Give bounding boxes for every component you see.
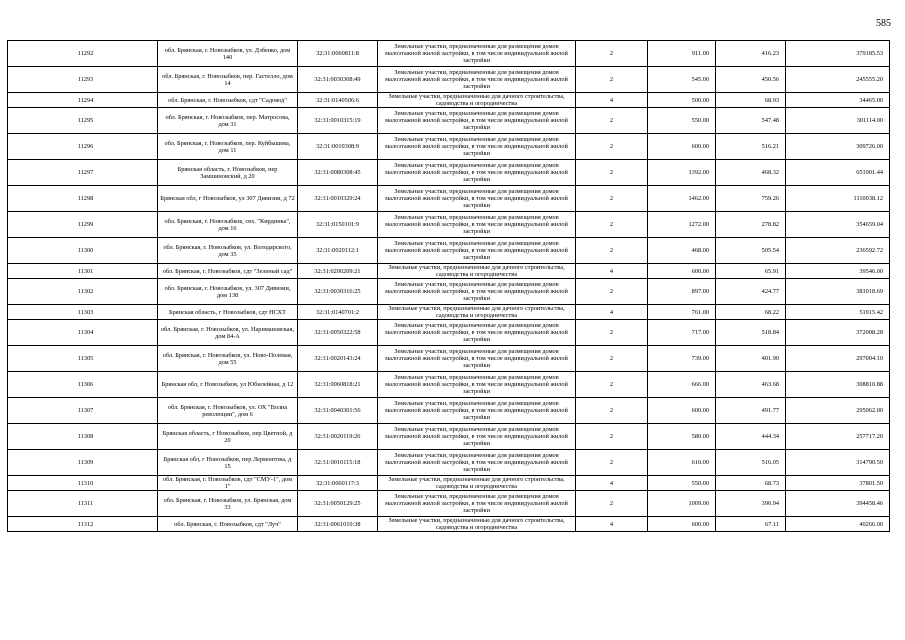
row-number-cell — [8, 491, 158, 517]
group-cell: 2 — [576, 346, 648, 372]
cadastral-value-cell: 40266.00 — [786, 517, 890, 532]
group-cell: 2 — [576, 279, 648, 305]
table-row — [8, 305, 890, 320]
table-row — [8, 491, 890, 517]
address-cell: Брянская область, г Новозыбков, пер Цветной, д 20 — [158, 424, 298, 450]
area-cell: 600.00 — [648, 264, 716, 279]
cadastral-number-cell: 32:31:0060117:3 — [298, 476, 378, 491]
area-cell: 1272.00 — [648, 212, 716, 238]
table-row — [8, 476, 890, 491]
permitted-use-cell: Земельные участки, предназначенные для размещения домов малоэтажной жилой застройки, в том числе индивидуальной жилой застройки — [378, 212, 576, 238]
specific-value-cell: 450.56 — [716, 67, 786, 93]
permitted-use-cell: Земельные участки, предназначенные для размещения домов малоэтажной жилой застройки, в том числе индивидуальной жилой застройки — [378, 134, 576, 160]
cadastral-value-cell: 301114.00 — [786, 108, 890, 134]
row-number-cell — [8, 398, 158, 424]
cadastral-number-cell: 32:31:0150101:9 — [298, 212, 378, 238]
area-cell: 666.00 — [648, 372, 716, 398]
table-row — [8, 186, 890, 212]
cadastral-number-cell: 32:31:0030316:25 — [298, 279, 378, 305]
row-number: 11294 — [77, 96, 94, 104]
group-cell: 2 — [576, 320, 648, 346]
group-cell: 2 — [576, 491, 648, 517]
row-number-cell — [8, 372, 158, 398]
group-cell: 2 — [576, 108, 648, 134]
group-cell: 2 — [576, 160, 648, 186]
table-row — [8, 264, 890, 279]
row-number-cell — [8, 264, 158, 279]
specific-value-cell: 547.48 — [716, 108, 786, 134]
row-number: 11309 — [77, 459, 94, 466]
area-cell: 1392.00 — [648, 160, 716, 186]
cadastral-number-cell: 32:31:0010329:24 — [298, 186, 378, 212]
cadastral-number-cell: 32:31:0060811:8 — [298, 41, 378, 67]
address-cell: обл. Брянская, г. Новозыбков, ул. Наримановская, дом 84-А — [158, 320, 298, 346]
cadastral-number-cell: 32:31:0020112:1 — [298, 238, 378, 264]
address-cell: обл. Брянская, г. Новозыбков, ул. Володарского, дом 35 — [158, 238, 298, 264]
cadastral-number-cell: 32:31:0060818:21 — [298, 372, 378, 398]
row-number-cell — [8, 134, 158, 160]
cadastral-value-cell: 314790.50 — [786, 450, 890, 476]
area-cell: 468.00 — [648, 238, 716, 264]
row-number: 11306 — [77, 381, 94, 388]
table-row — [8, 67, 890, 93]
cadastral-value-cell: 308810.88 — [786, 372, 890, 398]
cadastral-value-cell: 381018.69 — [786, 279, 890, 305]
specific-value-cell: 401.90 — [716, 346, 786, 372]
row-number: 11303 — [77, 308, 94, 316]
address-cell: обл. Брянская, г. Новозыбков, ул. Ново-Полевая, дом 55 — [158, 346, 298, 372]
specific-value-cell: 65.91 — [716, 264, 786, 279]
row-number-cell — [8, 305, 158, 320]
table-row — [8, 160, 890, 186]
cadastral-number-cell: 32:31:0020143:24 — [298, 346, 378, 372]
permitted-use-cell: Земельные участки, предназначенные для размещения домов малоэтажной жилой застройки, в том числе индивидуальной жилой застройки — [378, 346, 576, 372]
area-cell: 545.00 — [648, 67, 716, 93]
specific-value-cell: 759.26 — [716, 186, 786, 212]
address-cell: обл. Брянская, г. Новозыбков, свх. "Кирдинка", дом 16 — [158, 212, 298, 238]
group-cell: 2 — [576, 450, 648, 476]
area-cell: 1009.00 — [648, 491, 716, 517]
table-row — [8, 320, 890, 346]
specific-value-cell: 468.32 — [716, 160, 786, 186]
specific-value-cell: 491.77 — [716, 398, 786, 424]
cadastral-value-cell: 372008.28 — [786, 320, 890, 346]
area-cell: 550.00 — [648, 108, 716, 134]
address-cell: обл. Брянская, г. Новозыбков, сдт "Зеленый сад" — [158, 264, 298, 279]
cadastral-value-cell: 236592.72 — [786, 238, 890, 264]
permitted-use-cell: Земельные участки, предназначенные для размещения домов малоэтажной жилой застройки, в том числе индивидуальной жилой застройки — [378, 160, 576, 186]
group-cell: 4 — [576, 476, 648, 491]
cadastral-value-table — [7, 40, 890, 532]
address-cell: обл. Брянская, г. Новозыбков, пер. Матросова, дом 31 — [158, 108, 298, 134]
page-number: 585 — [876, 18, 891, 29]
area-cell: 550.00 — [648, 476, 716, 491]
row-number: 11302 — [77, 288, 94, 295]
group-cell: 2 — [576, 67, 648, 93]
group-cell: 4 — [576, 517, 648, 532]
cadastral-number-cell: 32:31:0140701:2 — [298, 305, 378, 320]
table-row — [8, 41, 890, 67]
specific-value-cell: 505.54 — [716, 238, 786, 264]
cadastral-value-cell: 39546.00 — [786, 264, 890, 279]
cadastral-value-cell: 354659.04 — [786, 212, 890, 238]
cadastral-value-cell: 394458.46 — [786, 491, 890, 517]
row-number-cell — [8, 108, 158, 134]
row-number: 11299 — [77, 221, 94, 228]
cadastral-number-cell: 32:31:0050129:25 — [298, 491, 378, 517]
cadastral-number-cell: 32:31:0200209:21 — [298, 264, 378, 279]
specific-value-cell: 68.73 — [716, 476, 786, 491]
group-cell: 2 — [576, 424, 648, 450]
address-cell: обл. Брянская, г. Новозыбков, сдт "СМУ-1", дом 1" — [158, 476, 298, 491]
address-cell: обл. Брянская, г. Новозыбков, ул. Дзбенко, дом 140 — [158, 41, 298, 67]
table-row — [8, 93, 890, 108]
cadastral-number-cell: 32:31:0010308:9 — [298, 134, 378, 160]
address-cell: Брянская область, г Новозыбков, сдт НСХТ — [158, 305, 298, 320]
cadastral-value-cell: 51915.42 — [786, 305, 890, 320]
table-row — [8, 424, 890, 450]
row-number: 11297 — [77, 169, 94, 176]
permitted-use-cell: Земельные участки, предназначенные для дачного строительства, садоводства и огородничества — [378, 476, 576, 491]
row-number: 11307 — [77, 407, 94, 414]
address-cell: Брянская обл, г Новозыбков, ул 307 Дивизии, д 72 — [158, 186, 298, 212]
row-number-cell — [8, 238, 158, 264]
cadastral-number-cell: 32:31:0040301:56 — [298, 398, 378, 424]
row-number-cell — [8, 424, 158, 450]
specific-value-cell: 278.82 — [716, 212, 786, 238]
row-number-cell — [8, 160, 158, 186]
table-row — [8, 212, 890, 238]
permitted-use-cell: Земельные участки, предназначенные для размещения домов малоэтажной жилой застройки, в том числе индивидуальной жилой застройки — [378, 424, 576, 450]
area-cell: 500.00 — [648, 93, 716, 108]
cadastral-value-cell: 34465.00 — [786, 93, 890, 108]
row-number-cell — [8, 450, 158, 476]
cadastral-value-cell: 651901.44 — [786, 160, 890, 186]
cadastral-number-cell: 32:31:0050322:58 — [298, 320, 378, 346]
group-cell: 2 — [576, 212, 648, 238]
table-row — [8, 517, 890, 532]
cadastral-value-cell: 297004.10 — [786, 346, 890, 372]
area-cell: 600.00 — [648, 517, 716, 532]
table-row — [8, 238, 890, 264]
cadastral-value-cell: 245555.20 — [786, 67, 890, 93]
specific-value-cell: 390.94 — [716, 491, 786, 517]
row-number-cell — [8, 346, 158, 372]
address-cell: Брянская область, г. Новозыбков, пер Замшиновский, д 20 — [158, 160, 298, 186]
table-row — [8, 108, 890, 134]
row-number: 11296 — [77, 143, 94, 150]
row-number: 11305 — [77, 355, 94, 362]
row-number-cell — [8, 93, 158, 108]
specific-value-cell: 67.11 — [716, 517, 786, 532]
cadastral-value-cell: 295062.00 — [786, 398, 890, 424]
row-number: 11293 — [77, 76, 94, 83]
table-row — [8, 134, 890, 160]
group-cell: 2 — [576, 238, 648, 264]
permitted-use-cell: Земельные участки, предназначенные для размещения домов малоэтажной жилой застройки, в том числе индивидуальной жилой застройки — [378, 320, 576, 346]
cadastral-number-cell: 32:31:0140506:6 — [298, 93, 378, 108]
group-cell: 2 — [576, 398, 648, 424]
specific-value-cell: 416.23 — [716, 41, 786, 67]
row-number-cell — [8, 41, 158, 67]
address-cell: обл. Брянская, г. Новозыбков, ул. ОХ "Волна революции", дом 6 — [158, 398, 298, 424]
row-number-cell — [8, 476, 158, 491]
permitted-use-cell: Земельные участки, предназначенные для размещения домов малоэтажной жилой застройки, в том числе индивидуальной жилой застройки — [378, 279, 576, 305]
row-number: 11312 — [77, 520, 94, 528]
permitted-use-cell: Земельные участки, предназначенные для размещения домов малоэтажной жилой застройки, в том числе индивидуальной жилой застройки — [378, 372, 576, 398]
specific-value-cell: 444.34 — [716, 424, 786, 450]
area-cell: 739.00 — [648, 346, 716, 372]
area-cell: 600.00 — [648, 398, 716, 424]
cadastral-number-cell: 32:31:0061010:38 — [298, 517, 378, 532]
row-number: 11304 — [77, 329, 94, 336]
specific-value-cell: 516.05 — [716, 450, 786, 476]
cadastral-value-cell: 379185.53 — [786, 41, 890, 67]
permitted-use-cell: Земельные участки, предназначенные для дачного строительства, садоводства и огородничества — [378, 305, 576, 320]
permitted-use-cell: Земельные участки, предназначенные для размещения домов малоэтажной жилой застройки, в том числе индивидуальной жилой застройки — [378, 41, 576, 67]
cadastral-number-cell: 32:31:0020119:26 — [298, 424, 378, 450]
group-cell: 2 — [576, 186, 648, 212]
cadastral-number-cell: 32:31:0080308:45 — [298, 160, 378, 186]
permitted-use-cell: Земельные участки, предназначенные для размещения домов малоэтажной жилой застройки, в том числе индивидуальной жилой застройки — [378, 108, 576, 134]
table-row — [8, 372, 890, 398]
row-number: 11301 — [77, 267, 94, 275]
address-cell: Брянская обл, г Новозыбков, ул Юбилейная, д 12 — [158, 372, 298, 398]
group-cell: 2 — [576, 134, 648, 160]
table-row — [8, 279, 890, 305]
row-number: 11300 — [77, 247, 94, 254]
table-body — [8, 41, 890, 532]
specific-value-cell: 68.22 — [716, 305, 786, 320]
address-cell: обл. Брянская, г. Новозыбков, ул. Брянская, дом 33 — [158, 491, 298, 517]
row-number-cell — [8, 517, 158, 532]
group-cell: 2 — [576, 41, 648, 67]
permitted-use-cell: Земельные участки, предназначенные для дачного строительства, садоводства и огородничества — [378, 93, 576, 108]
row-number: 11292 — [77, 50, 94, 57]
cadastral-value-cell: 257717.20 — [786, 424, 890, 450]
cadastral-value-cell: 309726.00 — [786, 134, 890, 160]
permitted-use-cell: Земельные участки, предназначенные для размещения домов малоэтажной жилой застройки, в том числе индивидуальной жилой застройки — [378, 491, 576, 517]
permitted-use-cell: Земельные участки, предназначенные для дачного строительства, садоводства и огородничества — [378, 517, 576, 532]
specific-value-cell: 68.93 — [716, 93, 786, 108]
cadastral-value-cell: 37801.50 — [786, 476, 890, 491]
permitted-use-cell: Земельные участки, предназначенные для размещения домов малоэтажной жилой застройки, в том числе индивидуальной жилой застройки — [378, 398, 576, 424]
address-cell: обл. Брянская, г. Новозыбков, сдт "Садовод" — [158, 93, 298, 108]
group-cell: 2 — [576, 372, 648, 398]
specific-value-cell: 463.68 — [716, 372, 786, 398]
specific-value-cell: 516.21 — [716, 134, 786, 160]
row-number-cell — [8, 212, 158, 238]
specific-value-cell: 518.84 — [716, 320, 786, 346]
row-number-cell — [8, 67, 158, 93]
area-cell: 580.00 — [648, 424, 716, 450]
area-cell: 717.00 — [648, 320, 716, 346]
permitted-use-cell: Земельные участки, предназначенные для размещения домов малоэтажной жилой застройки, в том числе индивидуальной жилой застройки — [378, 238, 576, 264]
area-cell: 761.00 — [648, 305, 716, 320]
permitted-use-cell: Земельные участки, предназначенные для размещения домов малоэтажной жилой застройки, в том числе индивидуальной жилой застройки — [378, 450, 576, 476]
cadastral-number-cell: 32:31:0010315:19 — [298, 108, 378, 134]
area-cell: 897.00 — [648, 279, 716, 305]
area-cell: 1462.00 — [648, 186, 716, 212]
row-number: 11308 — [77, 433, 94, 440]
address-cell: Брянская обл, г Новозыбков, пер Лермонтова, д 15 — [158, 450, 298, 476]
specific-value-cell: 424.77 — [716, 279, 786, 305]
row-number-cell — [8, 320, 158, 346]
address-cell: обл. Брянская, г. Новозыбков, пер. Куйбышева, дом 11 — [158, 134, 298, 160]
row-number: 11310 — [77, 479, 94, 487]
group-cell: 4 — [576, 93, 648, 108]
row-number: 11295 — [77, 117, 94, 124]
row-number-cell — [8, 279, 158, 305]
table-row — [8, 398, 890, 424]
permitted-use-cell: Земельные участки, предназначенные для дачного строительства, садоводства и огородничества — [378, 264, 576, 279]
permitted-use-cell: Земельные участки, предназначенные для размещения домов малоэтажной жилой застройки, в том числе индивидуальной жилой застройки — [378, 186, 576, 212]
cadastral-number-cell: 32:31:0010115:18 — [298, 450, 378, 476]
table-row — [8, 450, 890, 476]
row-number: 11298 — [77, 195, 94, 202]
cadastral-value-cell: 1110038.12 — [786, 186, 890, 212]
row-number-cell — [8, 186, 158, 212]
cadastral-number-cell: 32:31:0030308:49 — [298, 67, 378, 93]
address-cell: обл. Брянская, г. Новозыбков, пер. Гастелло, дом 14 — [158, 67, 298, 93]
table-row — [8, 346, 890, 372]
area-cell: 911.00 — [648, 41, 716, 67]
group-cell: 4 — [576, 264, 648, 279]
row-number: 11311 — [77, 500, 94, 507]
group-cell: 4 — [576, 305, 648, 320]
permitted-use-cell: Земельные участки, предназначенные для размещения домов малоэтажной жилой застройки, в том числе индивидуальной жилой застройки — [378, 67, 576, 93]
address-cell: обл. Брянская, г. Новозыбков, сдт "Луч" — [158, 517, 298, 532]
area-cell: 610.00 — [648, 450, 716, 476]
address-cell: обл. Брянская, г. Новозыбков, ул. 307 Дивизии, дом 138 — [158, 279, 298, 305]
area-cell: 600.00 — [648, 134, 716, 160]
